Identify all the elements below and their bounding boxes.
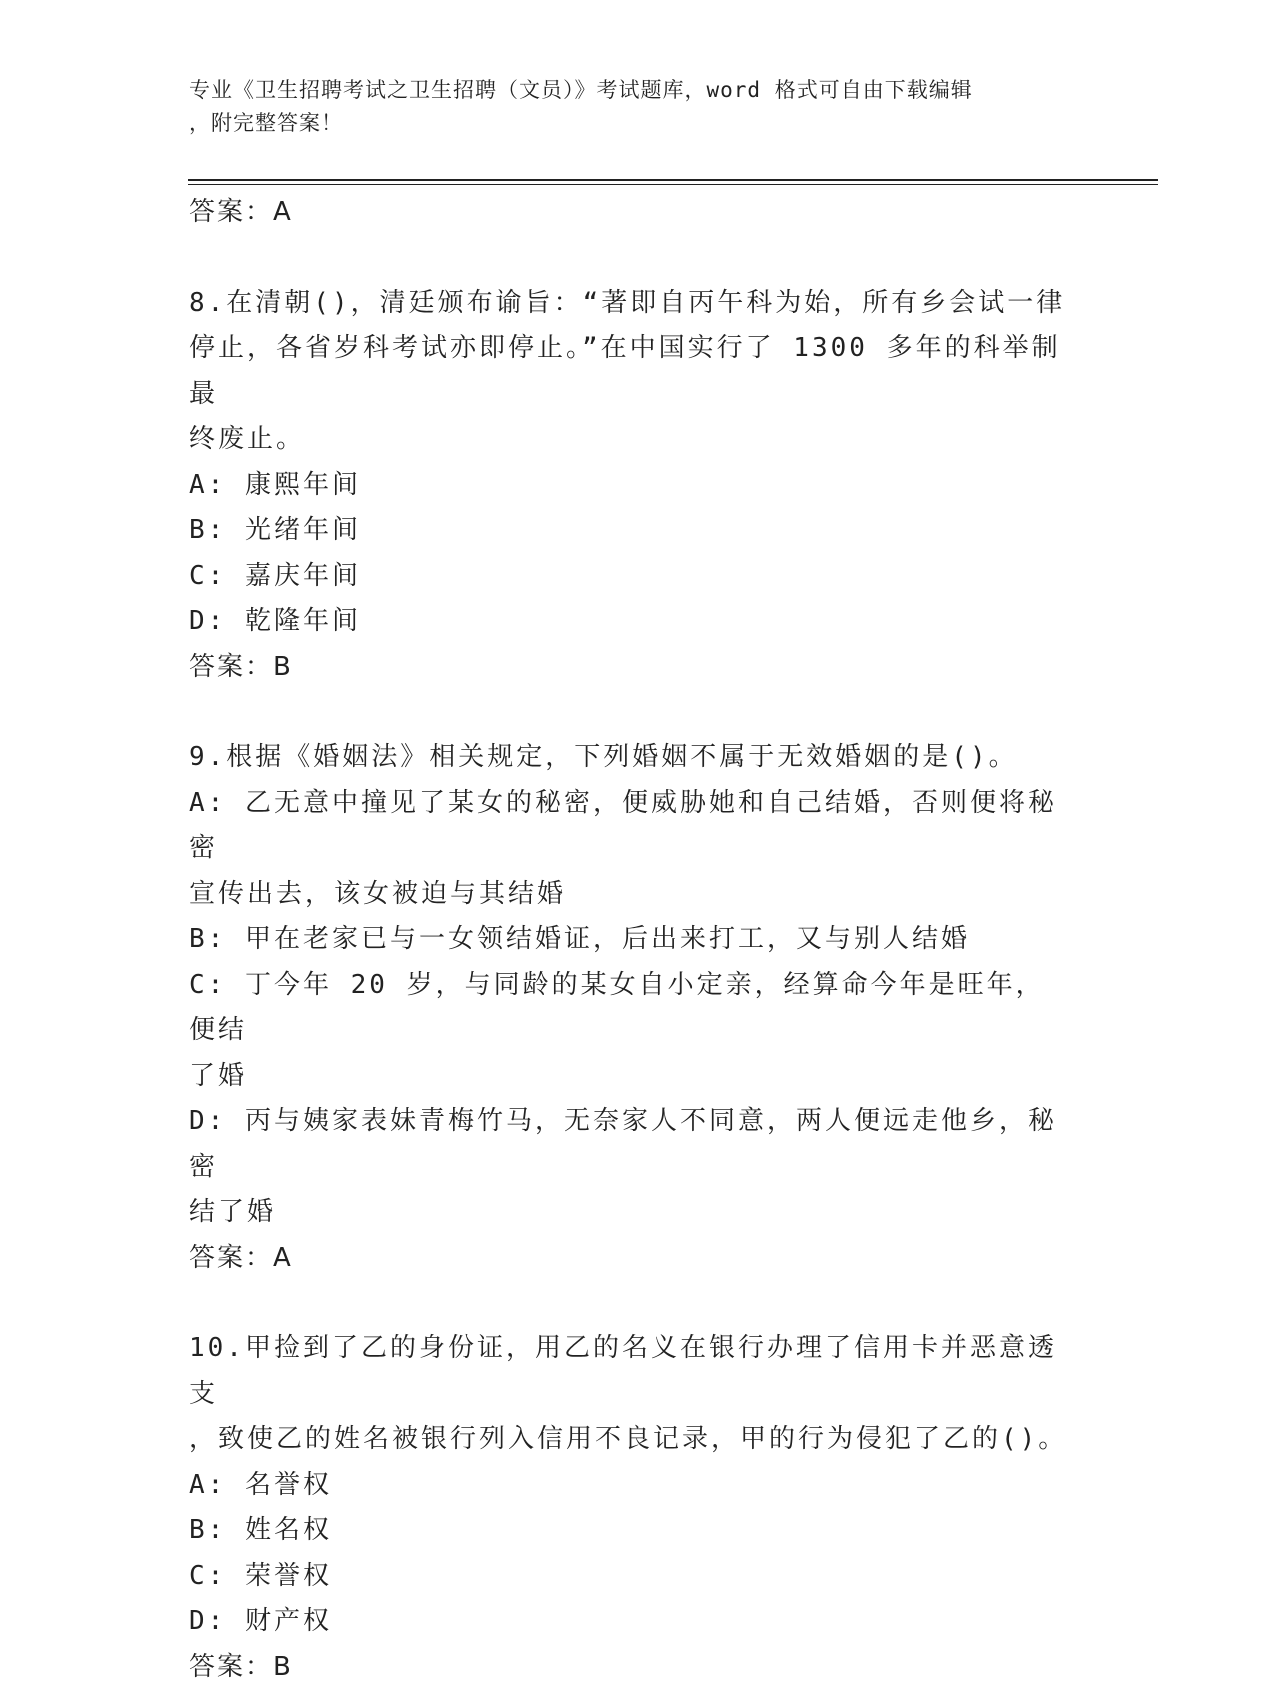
question-9 <box>189 735 1069 1281</box>
question-stem-line: 9.根据《婚姻法》相关规定，下列婚姻不属于无效婚姻的是()。 <box>189 735 1069 781</box>
option-a-continued: 宣传出去，该女被迫与其结婚 <box>189 872 1069 918</box>
option-d-continued: 结了婚 <box>189 1190 1069 1236</box>
question-stem-line: 10.甲捡到了乙的身份证，用乙的名义在银行办理了信用卡并恶意透支 <box>189 1326 1069 1417</box>
option-c: C: 荣誉权 <box>189 1554 1069 1600</box>
question-stem-line: 终废止。 <box>189 417 1069 463</box>
option-b: B: 姓名权 <box>189 1508 1069 1554</box>
answer-line: 答案：A <box>189 190 1069 236</box>
document-header <box>189 74 1069 140</box>
option-a: A: 康熙年间 <box>189 463 1069 509</box>
answer-line: 答案：B <box>189 1645 1069 1690</box>
header-line-1: 专业《卫生招聘考试之卫生招聘（文员）》考试题库，word 格式可自由下载编辑 <box>189 74 1069 107</box>
header-line-2: ，附完整答案！ <box>189 107 1069 140</box>
spacer <box>189 690 1069 735</box>
spacer <box>189 1281 1069 1326</box>
option-c: C: 丁今年 20 岁，与同龄的某女自小定亲，经算命今年是旺年，便结 <box>189 963 1069 1054</box>
question-stem-line: ，致使乙的姓名被银行列入信用不良记录，甲的行为侵犯了乙的()。 <box>189 1417 1069 1463</box>
header-rule-thin <box>188 184 1158 185</box>
question-10 <box>189 1326 1069 1690</box>
question-stem-line: 8.在清朝()，清廷颁布谕旨：“著即自丙午科为始，所有乡会试一律 <box>189 281 1069 327</box>
answer-line: 答案：A <box>189 1236 1069 1282</box>
question-list <box>189 190 1069 1690</box>
question-stem-line: 停止，各省岁科考试亦即停止。”在中国实行了 1300 多年的科举制最 <box>189 326 1069 417</box>
spacer <box>189 236 1069 281</box>
option-d: D: 乾隆年间 <box>189 599 1069 645</box>
option-b: B: 甲在老家已与一女领结婚证，后出来打工，又与别人结婚 <box>189 917 1069 963</box>
option-c-continued: 了婚 <box>189 1054 1069 1100</box>
option-c: C: 嘉庆年间 <box>189 554 1069 600</box>
option-d: D: 丙与姨家表妹青梅竹马，无奈家人不同意，两人便远走他乡，秘密 <box>189 1099 1069 1190</box>
option-d: D: 财产权 <box>189 1599 1069 1645</box>
header-rule-thick <box>188 179 1158 181</box>
option-b: B: 光绪年间 <box>189 508 1069 554</box>
answer-line: 答案：B <box>189 645 1069 691</box>
option-a: A: 乙无意中撞见了某女的秘密，便威胁她和自己结婚，否则便将秘密 <box>189 781 1069 872</box>
question-8 <box>189 281 1069 691</box>
option-a: A: 名誉权 <box>189 1463 1069 1509</box>
